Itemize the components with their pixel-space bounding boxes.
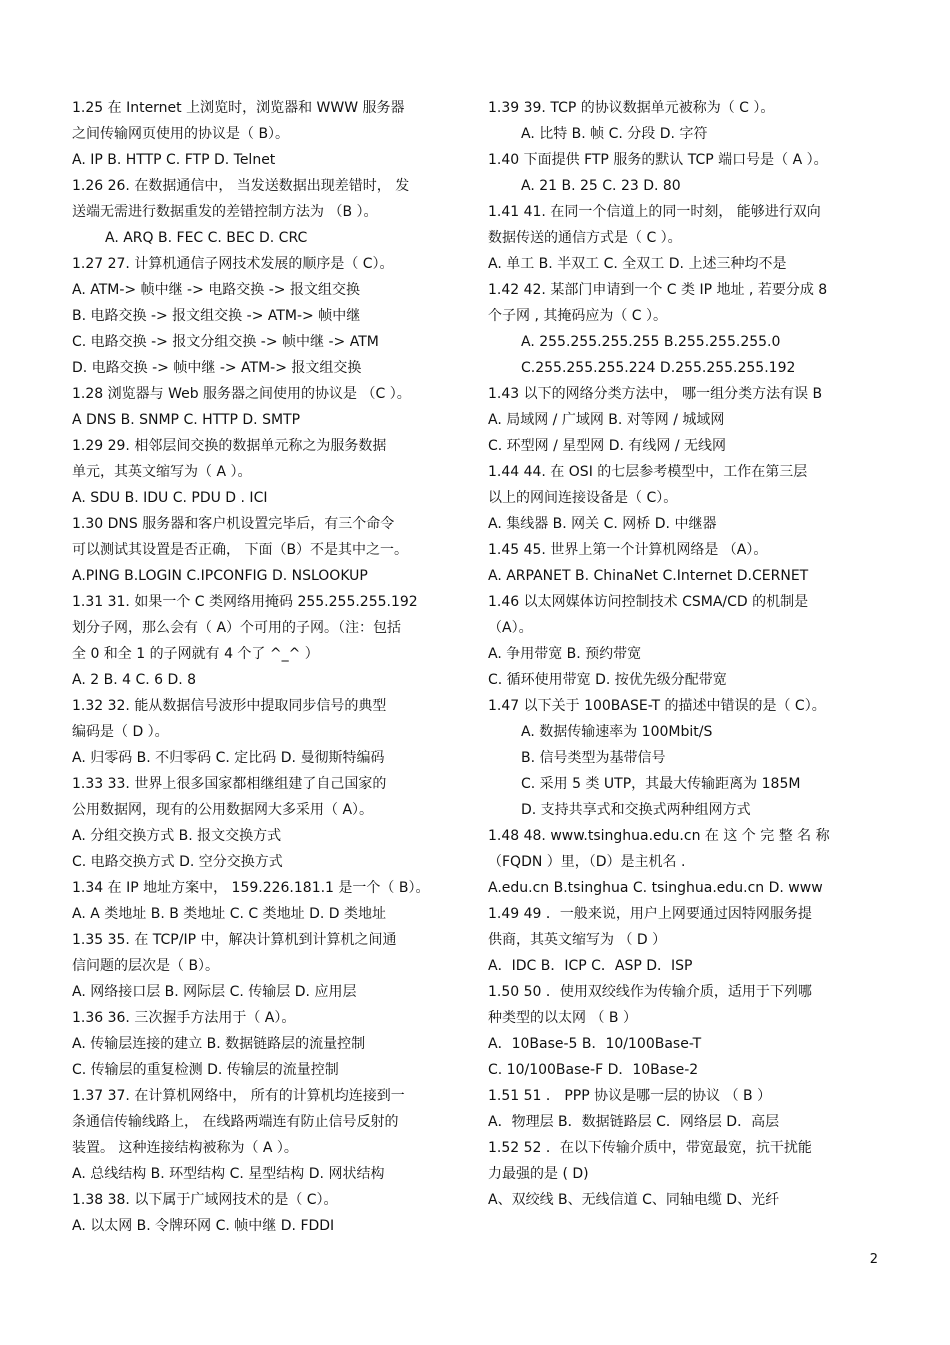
text-line: C. 电路交换 -> 报文分组交换 -> 帧中继 -> ATM	[72, 334, 379, 350]
text-line: C.255.255.255.224 D.255.255.255.192	[521, 360, 796, 376]
text-line: A. 局域网 / 广域网 B. 对等网 / 城域网	[488, 412, 725, 428]
page-number: 2	[869, 1252, 878, 1267]
text-line: D. 电路交换 -> 帧中继 -> ATM-> 报文组交换	[72, 360, 362, 376]
text-line: （FQDN ）里，（D）是主机名 .	[488, 854, 686, 870]
left-column	[72, 95, 472, 1239]
text-line: 1.36 36. 三次握手方法用于（ A）。	[72, 1010, 296, 1026]
text-line: 装置。 这种连接结构被称为（ A ）。	[72, 1140, 298, 1156]
text-line: A. ARQ B. FEC C. BEC D. CRC	[105, 230, 308, 246]
text-line: A. 归零码 B. 不归零码 C. 定比码 D. 曼彻斯特编码	[72, 750, 385, 766]
text-line: 1.28 浏览器与 Web 服务器之间使用的协议是 （C ）。	[72, 386, 411, 402]
text-line: 1.41 41. 在同一个信道上的同一时刻， 能够进行双向	[488, 204, 821, 220]
text-line: A．10Base-5 B．10/100Base-T	[488, 1036, 702, 1052]
text-line: 1.31 31. 如果一个 C 类网络用掩码 255.255.255.192	[72, 594, 418, 610]
text-line: A. 21 B. 25 C. 23 D. 80	[521, 178, 681, 194]
text-line: C. 传输层的重复检测 D. 传输层的流量控制	[72, 1062, 339, 1078]
text-line: 1.25 在 Internet 上浏览时，浏览器和 WWW 服务器	[72, 100, 405, 116]
text-line: C. 电路交换方式 D. 空分交换方式	[72, 854, 283, 870]
text-line: A.PING B.LOGIN C.IPCONFIG D. NSLOOKUP	[72, 568, 368, 584]
text-line: A. 传输层连接的建立 B. 数据链路层的流量控制	[72, 1036, 366, 1052]
text-line: 之间传输网页使用的协议是（ B）。	[72, 126, 290, 142]
text-line: 公用数据网，现有的公用数据网大多采用（ A）。	[72, 802, 374, 818]
text-line: B. 信号类型为基带信号	[521, 750, 666, 766]
text-line: B. 电路交换 -> 报文组交换 -> ATM-> 帧中继	[72, 308, 361, 324]
text-line: A. 单工 B. 半双工 C. 全双工 D. 上述三种均不是	[488, 256, 787, 272]
text-line: 以上的网间连接设备是（ C）。	[488, 490, 678, 506]
text-line: A. 总线结构 B. 环型结构 C. 星型结构 D. 网状结构	[72, 1166, 385, 1182]
text-line: 供商，其英文缩写为 （ D ）	[488, 932, 667, 948]
text-line: A. 255.255.255.255 B.255.255.255.0	[521, 334, 781, 350]
text-line: C. 采用 5 类 UTP，其最大传输距离为 185M	[521, 776, 801, 792]
text-line: 1.42 42. 某部门申请到一个 C 类 IP 地址 , 若要分成 8	[488, 282, 828, 298]
text-line: A.edu.cn B.tsinghua C. tsinghua.edu.cn D. www	[488, 880, 823, 896]
text-line: A. 分组交换方式 B. 报文交换方式	[72, 828, 282, 844]
text-line: 1.44 44. 在 OSI 的七层参考模型中，工作在第三层	[488, 464, 808, 480]
text-line: 个子网 , 其掩码应为（ C ）。	[488, 308, 668, 324]
text-line: 1.47 以下关于 100BASE-T 的描述中错误的是（ C）。	[488, 698, 826, 714]
text-line: A. 集线器 B. 网关 C. 网桥 D. 中继器	[488, 516, 717, 532]
text-line: C. 环型网 / 星型网 D. 有线网 / 无线网	[488, 438, 727, 454]
text-line: 1.50 50 ．使用双绞线作为传输介质，适用于下列哪	[488, 984, 812, 1000]
text-line: 1.49 49 ．一般来说，用户上网要通过因特网服务提	[488, 906, 812, 922]
text-line: A．物理层 B．数据链路层 C．网络层 D．高层	[488, 1114, 780, 1130]
text-line: 1.34 在 IP 地址方案中， 159.226.181.1 是一个（ B）。	[72, 880, 430, 896]
text-line: 1.43 以下的网络分类方法中， 哪一组分类方法有误 B	[488, 386, 823, 402]
text-line: 1.51 51 ． PPP 协议是哪一层的协议 （ B ）	[488, 1088, 772, 1104]
text-line: 全 0 和全 1 的子网就有 4 个了 ^_^ ）	[72, 646, 319, 662]
text-line: 可以测试其设置是否正确， 下面（B）不是其中之一。	[72, 542, 409, 558]
text-line: 1.48 48. www.tsinghua.edu.cn 在 这 个 完 整 名 称	[488, 828, 830, 844]
text-line: A. ATM-> 帧中继 -> 电路交换 -> 报文组交换	[72, 282, 360, 298]
text-line: A. 以太网 B. 令牌环网 C. 帧中继 D. FDDI	[72, 1218, 335, 1234]
text-line: 种类型的以太网 （ B ）	[488, 1010, 637, 1026]
text-line: A. ARPANET B. ChinaNet C.Internet D.CERNET	[488, 568, 809, 584]
text-line: A. 网络接口层 B. 网际层 C. 传输层 D. 应用层	[72, 984, 357, 1000]
text-line: 1.38 38. 以下属于广域网技术的是（ C）。	[72, 1192, 338, 1208]
text-line: C. 10/100Base-F D．10Base-2	[488, 1062, 699, 1078]
text-line: 1.26 26. 在数据通信中， 当发送数据出现差错时， 发	[72, 178, 410, 194]
text-line: 1.35 35. 在 TCP/IP 中，解决计算机到计算机之间通	[72, 932, 397, 948]
text-line: 数据传送的通信方式是（ C ）。	[488, 230, 682, 246]
text-line: 1.37 37. 在计算机网络中， 所有的计算机均连接到一	[72, 1088, 405, 1104]
text-line: A. 争用带宽 B. 预约带宽	[488, 646, 642, 662]
text-line: 条通信传输线路上， 在线路两端连有防止信号反射的	[72, 1114, 399, 1130]
text-line: 划分子网，那么会有（ A）个可用的子网。（注：包括	[72, 620, 402, 636]
right-column	[488, 95, 888, 1213]
text-line: 1.27 27. 计算机通信子网技术发展的顺序是（ C）。	[72, 256, 394, 272]
text-line: 1.29 29. 相邻层间交换的数据单元称之为服务数据	[72, 438, 387, 454]
text-line: 力最强的是 ( D)	[488, 1166, 589, 1182]
text-line: A. 数据传输速率为 100Mbit/S	[521, 724, 713, 740]
text-line: A. SDU B. IDU C. PDU D . ICI	[72, 490, 268, 506]
text-line: 1.39 39. TCP 的协议数据单元被称为（ C ）。	[488, 100, 775, 116]
text-line: 1.30 DNS 服务器和客户机设置完毕后，有三个命令	[72, 516, 395, 532]
text-line: 信问题的层次是（ B）。	[72, 958, 220, 974]
text-line: （A）。	[488, 620, 533, 636]
text-line: 单元，其英文缩写为（ A ）。	[72, 464, 252, 480]
text-line: A. A 类地址 B. B 类地址 C. C 类地址 D. D 类地址	[72, 906, 386, 922]
text-line: A. IP B. HTTP C. FTP D. Telnet	[72, 152, 276, 168]
text-line: A．IDC B．ICP C．ASP D．ISP	[488, 958, 693, 974]
text-line: 1.52 52 ．在以下传输介质中，带宽最宽，抗干扰能	[488, 1140, 812, 1156]
text-line: 送端无需进行数据重发的差错控制方法为 （B ）。	[72, 204, 378, 220]
text-line: 1.45 45. 世界上第一个计算机网络是 （A）。	[488, 542, 768, 558]
text-line: D. 支持共享式和交换式两种组网方式	[521, 802, 751, 818]
text-line: A DNS B. SNMP C. HTTP D. SMTP	[72, 412, 301, 428]
text-line: 编码是（ D ）。	[72, 724, 169, 740]
text-line: 1.33 33. 世界上很多国家都相继组建了自己国家的	[72, 776, 387, 792]
text-line: 1.40 下面提供 FTP 服务的默认 TCP 端口号是（ A ）。	[488, 152, 828, 168]
text-line: 1.32 32. 能从数据信号波形中提取同步信号的典型	[72, 698, 387, 714]
text-line: A. 比特 B. 帧 C. 分段 D. 字符	[521, 126, 708, 142]
text-line: C. 循环使用带宽 D. 按优先级分配带宽	[488, 672, 727, 688]
text-line: 1.46 以太网媒体访问控制技术 CSMA/CD 的机制是	[488, 594, 809, 610]
text-line: A. 2 B. 4 C. 6 D. 8	[72, 672, 197, 688]
text-line: A、双绞线 B、无线信道 C、同轴电缆 D、光纤	[488, 1192, 780, 1208]
